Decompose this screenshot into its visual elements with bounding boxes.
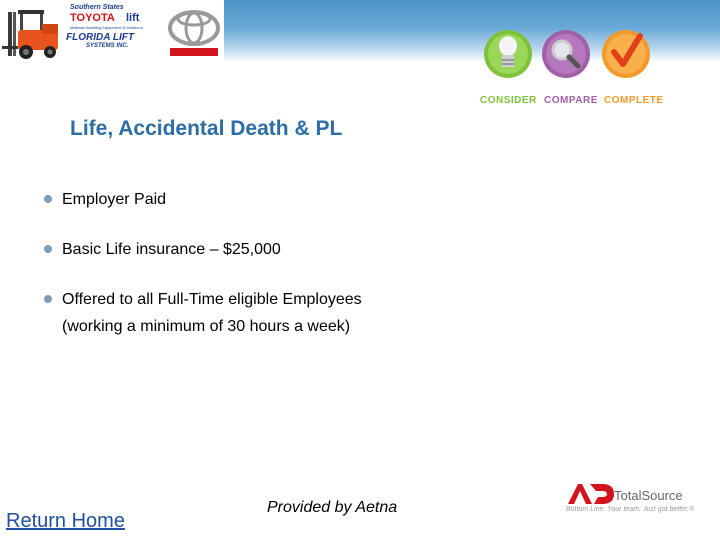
bullet-dot-icon bbox=[44, 195, 52, 203]
bullet-dot-icon bbox=[44, 245, 52, 253]
bullet-text-continuation: (working a minimum of 30 hours a week) bbox=[62, 318, 351, 335]
adp-tagline-text: Bottom Line. Your team. Just got better.® bbox=[566, 506, 695, 513]
logo-text-tagline: Material Handling Equipment & Solutions bbox=[70, 25, 143, 30]
dealer-logo bbox=[66, 4, 162, 58]
bullet-item bbox=[44, 236, 644, 263]
adp-product-text: TotalSource bbox=[614, 488, 683, 503]
forklift-icon bbox=[2, 2, 62, 60]
consider-compare-complete-graphic bbox=[470, 24, 670, 114]
bullet-text: Employer Paid bbox=[62, 191, 167, 208]
logo-text-toyota: TOYOTA bbox=[70, 12, 115, 24]
bullet-text: Basic Life insurance – $25,000 bbox=[62, 241, 281, 258]
adp-brand-text bbox=[576, 485, 578, 486]
logo-text-systems: SYSTEMS INC. bbox=[86, 43, 129, 49]
lightbulb-icon bbox=[484, 30, 532, 78]
bullet-dot-icon bbox=[44, 295, 52, 303]
logo-text-lift: lift bbox=[126, 12, 140, 24]
bullet-list bbox=[44, 186, 644, 340]
company-logo-group bbox=[0, 0, 224, 62]
bullet-item bbox=[44, 186, 644, 213]
adp-totalsource-logo bbox=[566, 482, 706, 518]
logo-text-florida-lift: FLORIDA LIFT bbox=[66, 32, 134, 43]
bullet-item bbox=[44, 286, 644, 340]
toyota-emblem-icon bbox=[166, 2, 222, 58]
return-home-link[interactable]: Return Home bbox=[6, 510, 125, 532]
checkmark-icon bbox=[602, 30, 650, 78]
provided-by-text: Provided by Aetna bbox=[267, 499, 398, 516]
consider-label: CONSIDER bbox=[480, 95, 537, 106]
magnifier-icon bbox=[542, 30, 590, 78]
complete-label: COMPLETE bbox=[604, 95, 664, 106]
slide-title: Life, Accidental Death & PL bbox=[70, 117, 343, 140]
bullet-text: Offered to all Full-Time eligible Employees bbox=[62, 291, 362, 308]
logo-text-southern-states: Southern States bbox=[70, 4, 124, 11]
compare-label: COMPARE bbox=[544, 95, 598, 106]
